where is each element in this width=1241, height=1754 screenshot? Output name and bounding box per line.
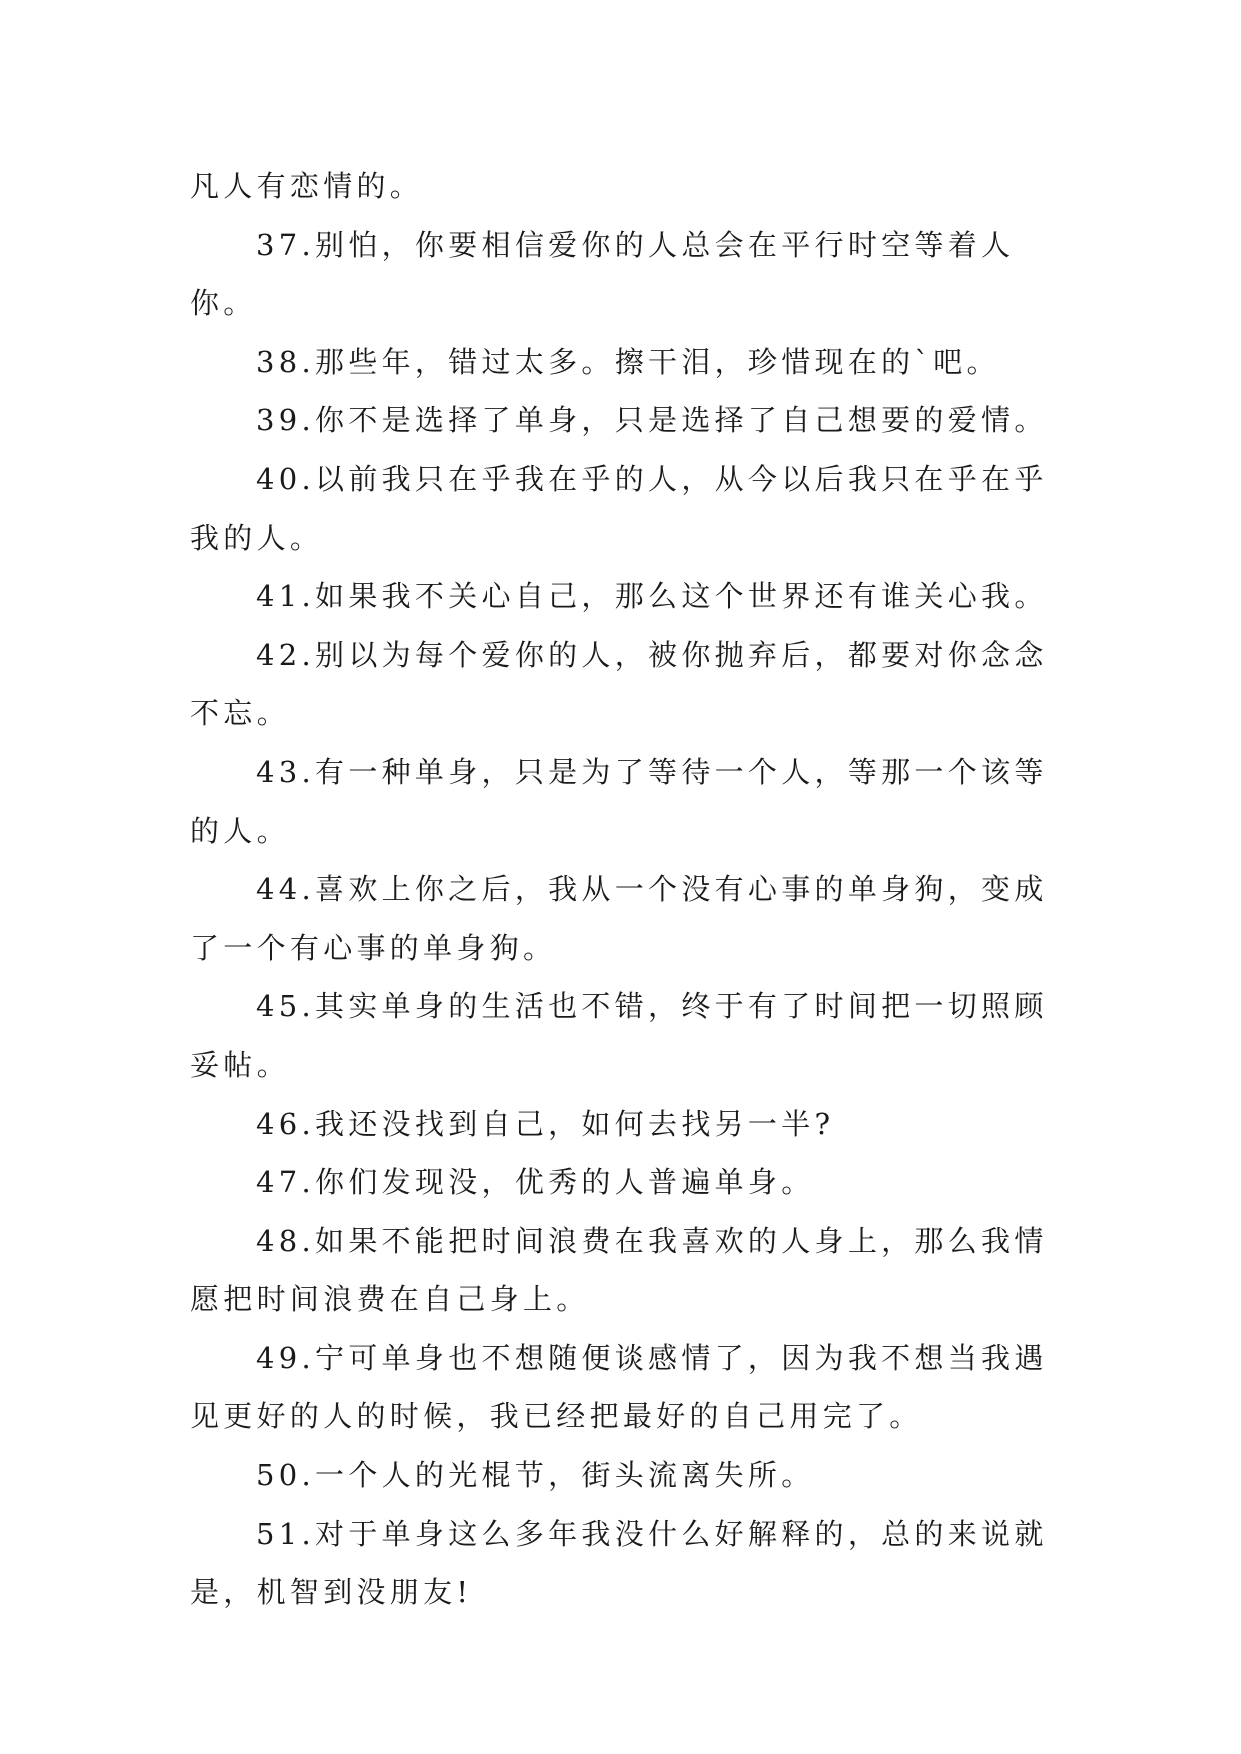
paragraph: 47.你们发现没，优秀的人普遍单身。 [256,1165,815,1200]
paragraph: 50.一个人的光棍节，街头流离失所。 [256,1458,815,1493]
paragraph: 42.别以为每个爱你的人，被你抛弃后，都要对你念念不忘。 [190,637,1048,731]
paragraph: 49.宁可单身也不想随便谈感情了，因为我不想当我遇见更好的人的时候，我已经把最好的自己用完了。 [190,1340,1048,1434]
paragraph: 40.以前我只在乎我在乎的人，从今以后我只在乎在乎我的人。 [190,461,1048,555]
paragraph: 37.别怕，你要相信爱你的人总会在平行时空等着人你。 [190,227,1015,321]
paragraph: 44.喜欢上你之后，我从一个没有心事的单身狗，变成了一个有心事的单身狗。 [190,872,1048,965]
paragraph: 38.那些年，错过太多。擦干泪，珍惜现在的`吧。 [256,344,1000,379]
paragraph: 48.如果不能把时间浪费在我喜欢的人身上，那么我情愿把时间浪费在自己身上。 [190,1223,1048,1317]
paragraph: 39.你不是选择了单身，只是选择了自己想要的爱情。 [256,403,1048,438]
paragraph: 41.如果我不关心自己，那么这个世界还有谁关心我。 [256,579,1048,614]
paragraph: 46.我还没找到自己，如何去找另一半? [256,1106,835,1141]
paragraph: 51.对于单身这么多年我没什么好解释的，总的来说就是，机智到没朋友! [190,1516,1048,1610]
document-body [190,157,1070,1622]
paragraph: 45.其实单身的生活也不错，终于有了时间把一切照顾妥帖。 [190,989,1048,1082]
paragraph: 凡人有恋情的。 [190,169,424,203]
paragraph: 43.有一种单身，只是为了等待一个人，等那一个该等的人。 [190,754,1048,848]
